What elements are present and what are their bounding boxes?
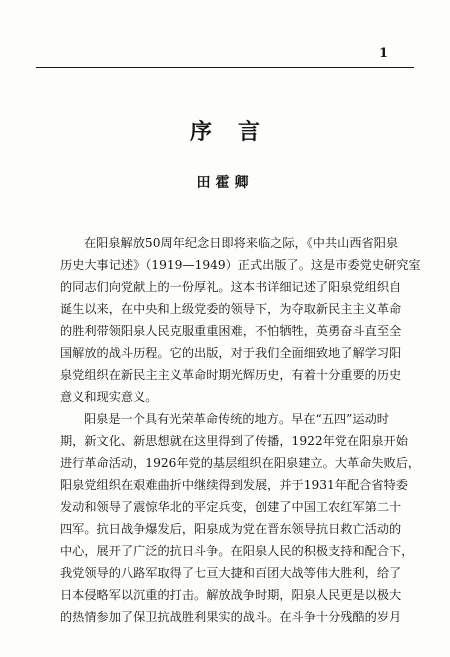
text-line: 国解放的战斗历程。它的出版，对于我们全面细致地了解学习阳 — [60, 346, 402, 360]
text-line: 泉党组织在新民主主义革命时期光辉历史，有着十分重要的历史 — [60, 368, 402, 382]
text-line: 在阳泉解放50周年纪念日即将来临之际，《中共山西省阳泉 — [84, 236, 399, 250]
text-line: 发动和领导了震惊华北的平定兵变，创建了中国工农红军第二十 — [60, 500, 402, 514]
body-text — [60, 232, 421, 628]
paragraph-2 — [60, 408, 421, 628]
paragraph-1 — [60, 232, 421, 408]
page-number: 1 — [378, 46, 388, 61]
header-rule — [36, 67, 414, 68]
text-line: 的热情参加了保卫抗战胜利果实的战斗。在斗争十分残酷的岁月 — [60, 610, 402, 624]
text-line: 四军。抗日战争爆发后，阳泉成为党在晋东领导抗日救亡活动的 — [60, 522, 402, 536]
text-line: 期，新文化、新思想就在这里得到了传播，1922年党在阳泉开始 — [60, 434, 408, 448]
text-line: 阳泉是一个具有光荣革命传统的地方。早在“五四”运动时 — [84, 412, 389, 426]
text-line: 意义和现实意义。 — [60, 390, 158, 404]
text-line: 的胜利带领阳泉人民克服重重困难，不怕牺牲，英勇奋斗直至全 — [60, 324, 402, 338]
text-line: 历史大事记述》（1919—1949）正式出版了。这是市委党史研究室 — [60, 258, 421, 272]
text-line: 的同志们向党献上的一份厚礼。这本书详细记述了阳泉党组织自 — [60, 280, 402, 294]
text-line: 我党领导的八路军取得了七亘大捷和百团大战等伟大胜利，给了 — [60, 566, 402, 580]
text-line: 中心，展开了广泛的抗日斗争。在阳泉人民的积极支持和配合下， — [60, 544, 414, 558]
text-line: 阳泉党组织在艰难曲折中继续得到发展，并于1931年配合省特委 — [60, 478, 408, 492]
text-line: 诞生以来，在中央和上级党委的领导下，为夺取新民主主义革命 — [60, 302, 402, 316]
text-line: 日本侵略军以沉重的打击。解放战争时期，阳泉人民更是以极大 — [60, 588, 402, 602]
text-line: 进行革命活动，1926年党的基层组织在阳泉建立。大革命失败后， — [60, 456, 421, 470]
page-title: 序言 — [189, 119, 286, 145]
author-name: 田霍卿 — [196, 175, 254, 191]
